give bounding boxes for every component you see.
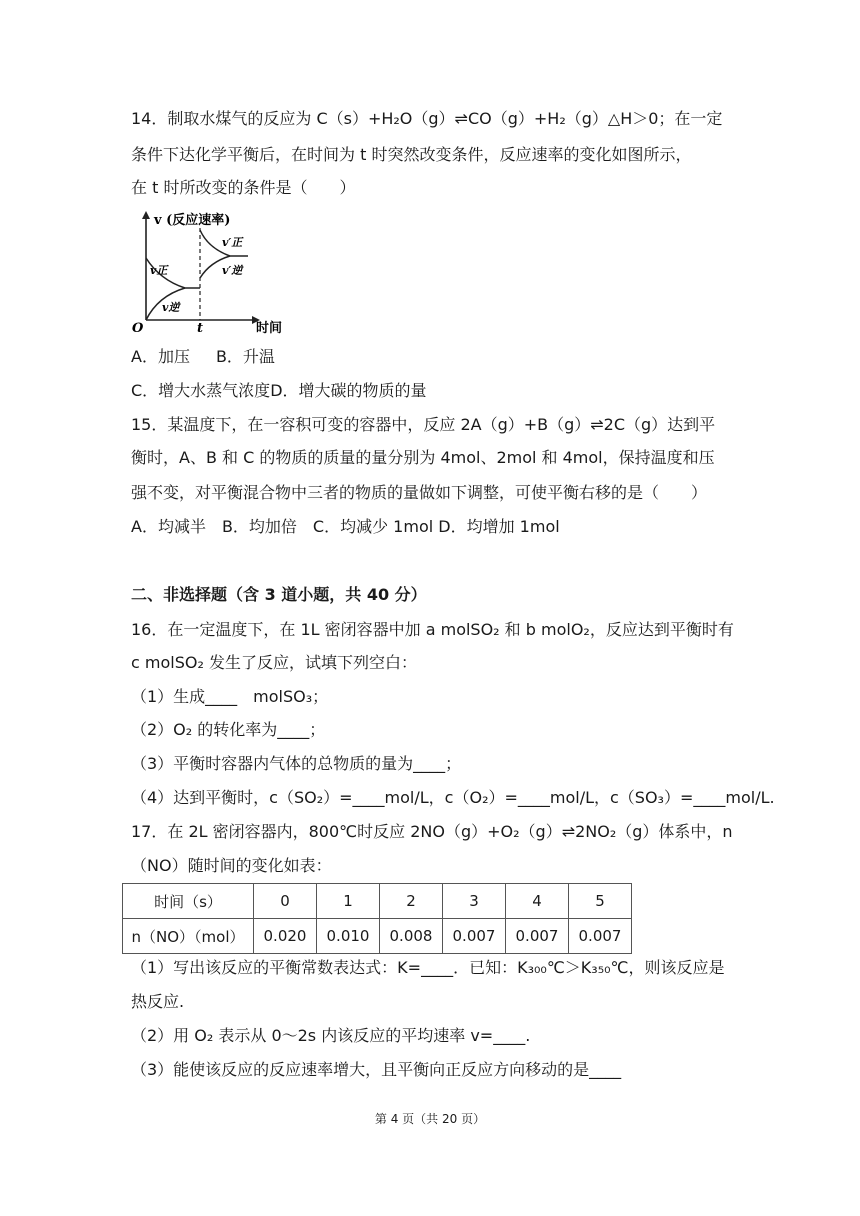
table-cell: 0.010 xyxy=(317,919,380,954)
table-cell: 0.007 xyxy=(443,919,506,954)
section-heading: 二、非选择题（含 3 道小题，共 40 分） xyxy=(131,585,427,604)
table-cell: 5 xyxy=(569,884,632,919)
table-cell: 0.008 xyxy=(380,919,443,954)
table-cell: 0.007 xyxy=(569,919,632,954)
no-time-table xyxy=(122,883,632,954)
table-row xyxy=(123,884,632,919)
q16-line-2: c molSO₂ 发生了反应，试填下列空白： xyxy=(131,653,417,672)
v-reverse-label: v逆 xyxy=(162,301,180,314)
q14-options-ab xyxy=(131,346,275,368)
table-header-label: 时间（s） xyxy=(123,884,254,919)
rate-time-chart xyxy=(130,208,290,338)
q15-line-2: 衡时，A、B 和 C 的物质的质量的量分别为 4mol、2mol 和 4mol，保持温度和压 xyxy=(131,448,715,467)
q17-part-3: （3）能使该反应的反应速率增大，且平衡向正反应方向移动的是____ xyxy=(131,1060,622,1079)
q16-line-1: 16．在一定温度下，在 1L 密闭容器中加 a molSO₂ 和 b molO₂，反应达到平衡时有 xyxy=(131,620,734,639)
v-forward-new-label: v′正 xyxy=(222,236,243,249)
table-cell: 2 xyxy=(380,884,443,919)
page-footer: 第 4 页（共 20 页） xyxy=(374,1112,486,1126)
q14-option-d: D．增大碳的物质的量 xyxy=(270,381,427,400)
table-cell: 0.020 xyxy=(254,919,317,954)
table-cell: 1 xyxy=(317,884,380,919)
table-row xyxy=(123,919,632,954)
q14-options-cd xyxy=(131,380,427,402)
table-cell: 3 xyxy=(443,884,506,919)
chart-x-label: 时间 xyxy=(256,321,283,336)
q14-option-a: A．加压 xyxy=(131,347,190,366)
q16-part-1: （1）生成____ molSO₃； xyxy=(131,687,329,706)
table-cell: 0.007 xyxy=(506,919,569,954)
v-forward-label: v正 xyxy=(150,264,168,277)
table-cell: 4 xyxy=(506,884,569,919)
q17-line-1: 17．在 2L 密闭容器内，800℃时反应 2NO（g）+O₂（g）⇌2NO₂（g）体系中，n xyxy=(131,822,733,841)
q15-options: A．均减半 B．均加倍 C．均减少 1mol D．均增加 1mol xyxy=(131,517,560,536)
t-label: t xyxy=(197,321,204,336)
q17-part-2: （2）用 O₂ 表示从 0～2s 内该反应的平均速率 v=____. xyxy=(131,1026,531,1045)
q14-line-1: 14．制取水煤气的反应为 C（s）+H₂O（g）⇌CO（g）+H₂（g）△H＞0；在一定 xyxy=(131,109,723,128)
q14-option-b: B．升温 xyxy=(215,347,275,366)
origin-label: O xyxy=(132,321,144,336)
table-row-label: n（NO）（mol） xyxy=(123,919,254,954)
q16-part-2: （2）O₂ 的转化率为____； xyxy=(131,720,326,739)
q17-part-1b: 热反应. xyxy=(131,992,185,1011)
q14-line-3: 在 t 时所改变的条件是（ ） xyxy=(131,178,356,197)
q17-line-2: （NO）随时间的变化如表： xyxy=(131,856,332,875)
q14-option-c: C．增大水蒸气浓度 xyxy=(131,381,271,400)
q14-line-2: 条件下达化学平衡后，在时间为 t 时突然改变条件，反应速率的变化如图所示， xyxy=(131,145,692,164)
q17-part-1a: （1）写出该反应的平衡常数表达式：K=____．已知：K₃₀₀℃＞K₃₅₀℃，则该反应是 xyxy=(131,958,725,977)
q15-line-1: 15．某温度下，在一容积可变的容器中，反应 2A（g）+B（g）⇌2C（g）达到平 xyxy=(131,415,716,434)
q15-line-3: 强不变，对平衡混合物中三者的物质的量做如下调整，可使平衡右移的是（ ） xyxy=(131,483,708,502)
chart-y-label: v (反应速率) xyxy=(154,213,231,228)
v-reverse-new-label: v′逆 xyxy=(222,264,243,277)
y-axis-arrow xyxy=(142,211,150,219)
table-cell: 0 xyxy=(254,884,317,919)
q16-part-4: （4）达到平衡时，c（SO₂）=____mol/L，c（O₂）=____mol/L，c（SO₃）=____mol/L. xyxy=(131,788,775,807)
q16-part-3: （3）平衡时容器内气体的总物质的量为____； xyxy=(131,754,462,773)
